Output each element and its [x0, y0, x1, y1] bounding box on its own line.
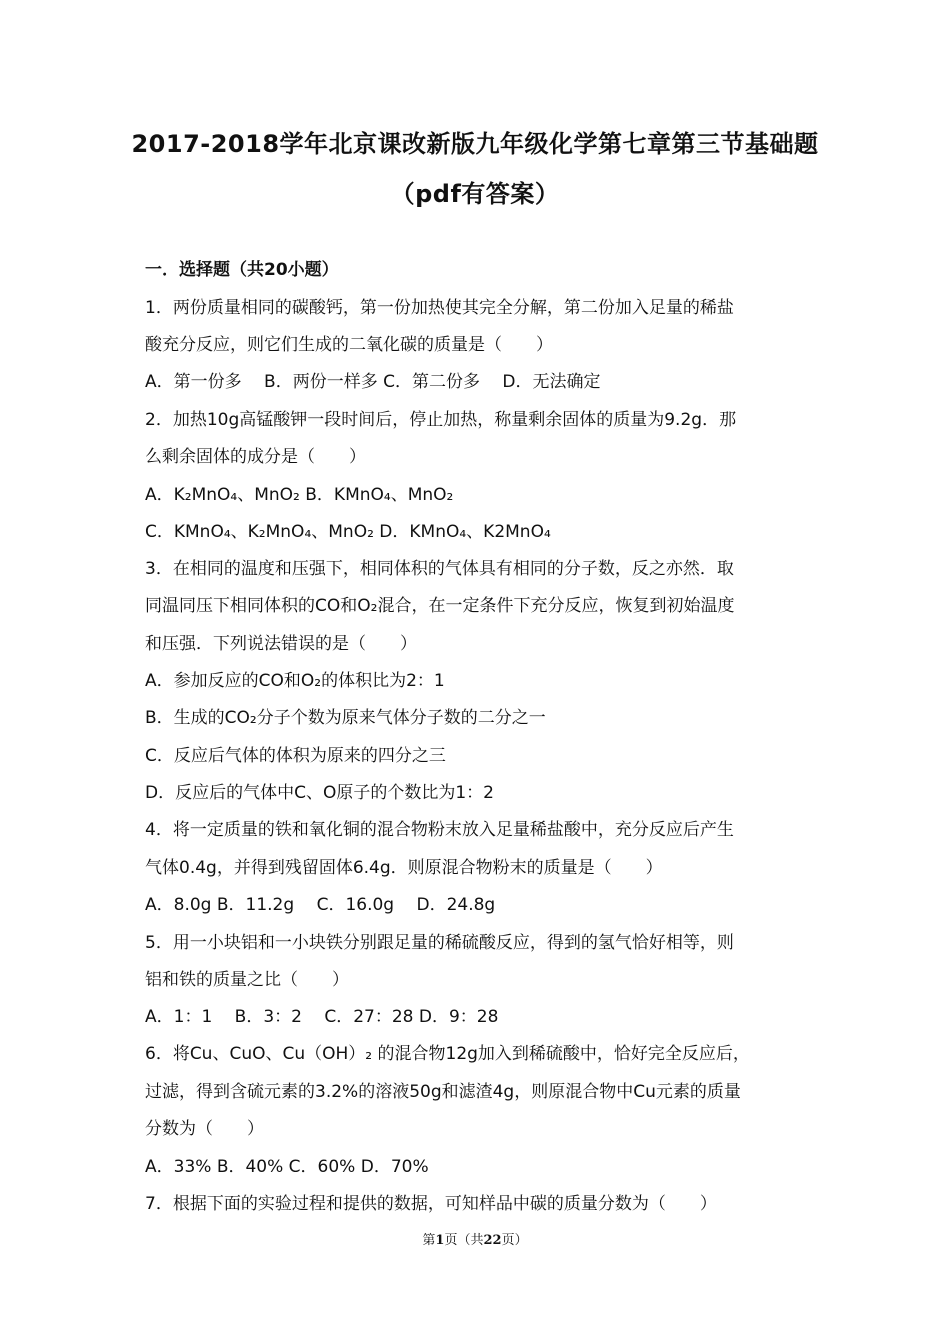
option-line: C．KMnO₄、K₂MnO₄、MnO₂ D．KMnO₄、K2MnO₄ [145, 522, 551, 542]
text-line: 铝和铁的质量之比（ ） [145, 970, 349, 990]
option-line: A．第一份多 B．两份一样多 C．第二份多 D．无法确定 [145, 372, 601, 392]
text-line: 过滤，得到含硫元素的3.2%的溶液50g和滤渣4g，则原混合物中Cu元素的质量 [145, 1082, 741, 1102]
page-total: 22 [483, 1233, 502, 1248]
text-line: 么剩余固体的成分是（ ） [145, 447, 366, 467]
option-line: C．反应后气体的体积为原来的四分之三 [145, 746, 446, 766]
option-line: A．33% B．40% C．60% D．70% [145, 1157, 429, 1177]
text-line: 1．两份质量相同的碳酸钙，第一份加热使其完全分解，第二份加入足量的稀盐 [145, 298, 734, 318]
option-line: A．1：1 B．3：2 C．27：28 D．9：28 [145, 1007, 499, 1027]
text-line: 7．根据下面的实验过程和提供的数据，可知样品中碳的质量分数为（ ） [145, 1194, 717, 1214]
footer-suffix: 页） [501, 1233, 528, 1248]
text-line: 2．加热10g高锰酸钾一段时间后，停止加热，称量剩余固体的质量为9.2g．那 [145, 410, 737, 430]
text-line: 3．在相同的温度和压强下，相同体积的气体具有相同的分子数，反之亦然．取 [145, 559, 734, 579]
text-line: 4．将一定质量的铁和氧化铜的混合物粉末放入足量稀盐酸中，充分反应后产生 [145, 820, 734, 840]
option-line: D．反应后的气体中C、O原子的个数比为1：2 [145, 783, 494, 803]
option-line: B．生成的CO₂分子个数为原来气体分子数的二分之一 [145, 708, 546, 728]
text-line: 酸充分反应，则它们生成的二氧化碳的质量是（ ） [145, 335, 553, 355]
page-footer [0, 1229, 950, 1248]
option-line: A．8.0g B．11.2g C．16.0g D．24.8g [145, 895, 496, 915]
text-line: 和压强．下列说法错误的是（ ） [145, 634, 417, 654]
option-line: A．K₂MnO₄、MnO₂ B．KMnO₄、MnO₂ [145, 485, 454, 505]
document-title-line2: （pdf有答案） [390, 180, 560, 208]
document-title-line1: 2017-2018学年北京课改新版九年级化学第七章第三节基础题 [131, 130, 819, 158]
option-line: A．参加反应的CO和O₂的体积比为2：1 [145, 671, 445, 691]
text-line: 分数为（ ） [145, 1119, 264, 1139]
text-line: 6．将Cu、CuO、Cu（OH）₂ 的混合物12g加入到稀硫酸中，恰好完全反应后， [145, 1044, 750, 1064]
text-line: 5．用一小块铝和一小块铁分别跟足量的稀硫酸反应，得到的氢气恰好相等，则 [145, 933, 734, 953]
section-heading: 一．选择题（共20小题） [145, 260, 339, 280]
footer-middle: 页（共 [444, 1233, 484, 1248]
text-line: 同温同压下相同体积的CO和O₂混合，在一定条件下充分反应，恢复到初始温度 [145, 596, 735, 616]
page-number: 1 [435, 1233, 445, 1248]
text-line: 气体0.4g，并得到残留固体6.4g．则原混合物粉末的质量是（ ） [145, 858, 663, 878]
footer-prefix: 第 [422, 1233, 436, 1248]
